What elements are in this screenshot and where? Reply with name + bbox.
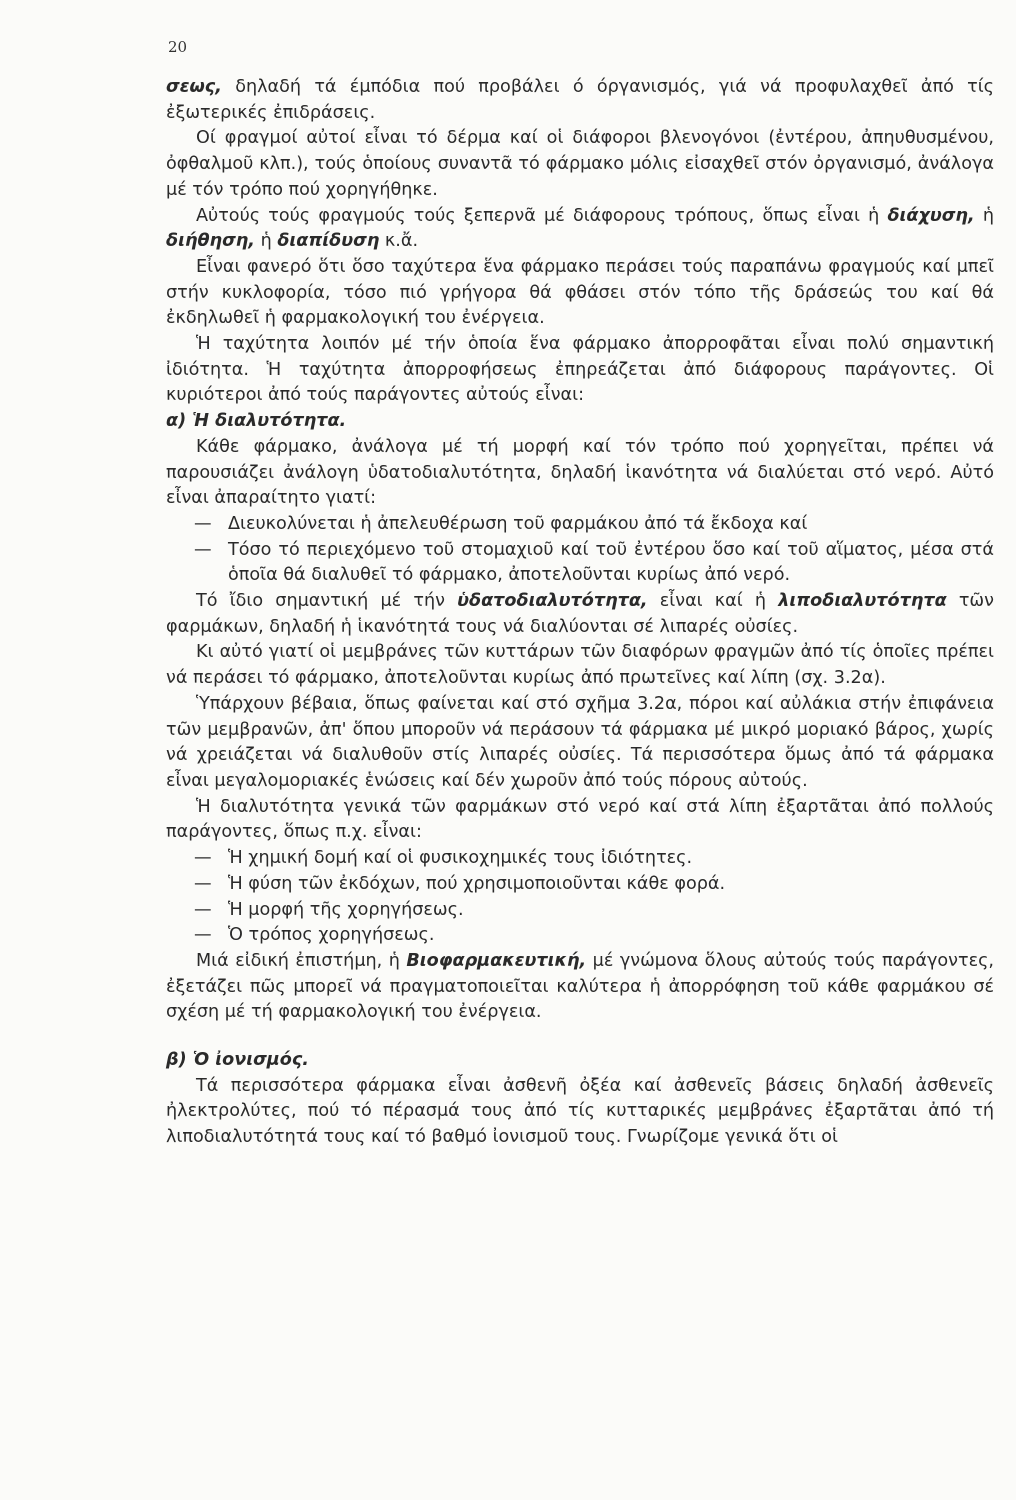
- text: κ.ἄ.: [379, 231, 419, 252]
- paragraph: Ἡ διαλυτότητα γενικά τῶν φαρμάκων στό νερό καί στά λίπη ἐξαρτᾶται ἀπό πολλούς παράγοντες, ὅπως π.χ. εἶναι:: [166, 796, 994, 843]
- dash: —: [194, 513, 212, 534]
- paragraph: Ὑπάρχουν βέβαια, ὅπως φαίνεται καί στό σχῆμα 3.2α, πόροι καί αὐλάκια στήν ἐπιφάνεια τῶν μεμβρανῶν, ἀπ' ὅπου μποροῦν νά περάσουν τά φάρμακα μέ μικρό μοριακό βάρος, χωρίς νά χρειάζεται νά διαλυθοῦν στίς λιπαρές οὐσίες. Τά περισσότερα ὅμως ἀπό τά φάρμακα εἶναι μεγαλομοριακές ἑνώσεις καί δέν χωροῦν ἀπό τούς πόρους αὐτούς.: [166, 693, 994, 791]
- list-item-text: Ἡ μορφή τῆς χορηγήσεως.: [228, 899, 464, 920]
- text: δηλαδή τά έμπόδια πού προβάλει ό όργανισμός, γιά νά προφυλαχθεῖ ἀπό τίς ἐξωτερικές ἐπιδράσεις.: [166, 77, 994, 123]
- list-item-text: Ἡ χημική δομή καί οἱ φυσικοχημικές τους ἰδιότητες.: [228, 848, 693, 869]
- section-heading-solubility: α) Ἡ διαλυτότητα.: [166, 411, 347, 432]
- paragraph: Εἶναι φανερό ὅτι ὅσο ταχύτερα ἕνα φάρμακο περάσει τούς παραπάνω φραγμούς καί μπεῖ στήν κυκλοφορία, τόσο πιό γρήγορα θά φθάσει στόν τόπο τῆς δράσεώς του καί θά ἐκδηλωθεῖ ἡ φαρμακολογική του ἐνέργεια.: [166, 256, 994, 329]
- page-number: 20: [168, 38, 188, 56]
- list-item-text: Τόσο τό περιεχόμενο τοῦ στομαχιοῦ καί τοῦ ἐντέρου ὅσο καί τοῦ αἵματος, μέσα στά ὁποῖα θά διαλυθεῖ τό φάρμακο, ἀποτελοῦνται κυρίως ἀπό νερό.: [228, 539, 994, 586]
- term-filtration: διήθηση,: [166, 231, 255, 252]
- list-item: [194, 846, 994, 872]
- text-body: [166, 75, 994, 1151]
- list-item: [194, 923, 994, 949]
- section-heading-ionization: β) Ὁ ἰονισμός.: [166, 1050, 309, 1071]
- paragraph: [166, 204, 994, 255]
- paragraph: Κάθε φάρμακο, ἀνάλογα μέ τή μορφή καί τόν τρόπο πού χορηγεῖται, πρέπει νά παρουσιάζει ἀνάλογη ὑδατοδιαλυτότητα, δηλαδή ἱκανότητα νά διαλύεται στό νερό. Αὐτό εἶναι ἀπαραίτητο γιατί:: [166, 436, 994, 509]
- text: Τό ἴδιο σημαντική μέ τήν: [196, 591, 458, 612]
- term-osmosis: διαπίδυση: [277, 231, 380, 252]
- term-lipid-solubility: λιποδιαλυτότητα: [778, 591, 947, 612]
- paragraph: [166, 949, 994, 1026]
- text: Μιά εἰδική ἐπιστήμη, ἡ: [196, 950, 407, 971]
- dash: —: [194, 873, 212, 894]
- text: Αὐτούς τούς φραγμούς τούς ξεπερνᾶ μέ διάφορους τρόπους, ὅπως εἶναι ἡ: [196, 205, 888, 226]
- list-item-text: Ὁ τρόπος χορηγήσεως.: [228, 925, 435, 946]
- paragraph: Ἡ ταχύτητα λοιπόν μέ τήν ὁποία ἕνα φάρμακο ἀπορροφᾶται εἶναι πολύ σημαντική ἰδιότητα. Ἡ ταχύτητα ἀπορροφήσεως ἐπηρεάζεται ἀπό διάφορους παράγοντες. Οἱ κυριότεροι ἀπό τούς παράγοντες αὐτούς εἶναι:: [166, 334, 994, 406]
- list-item-text: Ἡ φύση τῶν ἐκδόχων, πού χρησιμοποιοῦνται κάθε φορά.: [228, 873, 726, 894]
- text: εἶναι καί ἡ: [647, 591, 779, 612]
- list-item-text: Διευκολύνεται ἡ ἀπελευθέρωση τοῦ φαρμάκου ἀπό τά ἔκδοχα καί: [228, 513, 808, 534]
- paragraph: Οί φραγμοί αὐτοί εἶναι τό δέρμα καί οἱ διάφοροι βλενογόνοι (ἐντέρου, ἀπηυθυσμένου, ὀφθαλμοῦ κλπ.), τούς ὁποίους συναντᾶ τό φάρμακο μόλις εἰσαχθεῖ στόν ὀργανισμό, ἀνάλογα μέ τόν τρόπο πού χορηγήθηκε.: [166, 128, 994, 200]
- text: ἡ: [974, 205, 994, 226]
- term-diffusion: διάχυση,: [887, 205, 975, 226]
- text: μέ γνώμονα ὅλους αὐτούς τούς παράγοντες, ἐξετάζει πῶς μπορεῖ νά πραγματοποιεῖται καλύτερα ἡ ἀπορρόφηση τοῦ κάθε φαρμάκου σέ σχέση μέ τή φαρμακολογική του ἐνέργεια.: [166, 950, 995, 1023]
- dash: —: [194, 899, 212, 920]
- text: τῶν φαρμάκων, δηλαδή ἡ ἱκανότητά τους νά διαλύονται σέ λιπαρές οὐσίες.: [166, 591, 994, 637]
- text: ἡ: [255, 231, 278, 252]
- list-item: [194, 512, 994, 538]
- paragraph: Τά περισσότερα φάρμακα εἶναι ἀσθενῆ ὀξέα καί ἀσθενεῖς βάσεις δηλαδή ἀσθενεῖς ἠλεκτρολύτες, πού τό πέρασμά τους ἀπό τίς κυτταρικές μεμβράνες ἐξαρτᾶται ἀπό τή λιποδιαλυτότητά τους καί τό βαθμό ἰονισμοῦ τους. Γνωρίζομε γενικά ὅτι οἱ: [166, 1075, 994, 1148]
- term-biopharmaceutics: Βιοφαρμακευτική,: [406, 950, 587, 971]
- paragraph: [166, 75, 994, 126]
- dash: —: [194, 925, 212, 946]
- dash: —: [194, 848, 212, 869]
- term-water-solubility: ὑδατοδιαλυτότητα,: [457, 591, 648, 612]
- list-item: [194, 898, 994, 924]
- paragraph: [166, 589, 994, 640]
- list-item: [194, 872, 994, 898]
- list-item: [194, 538, 994, 589]
- paragraph: Κι αὐτό γιατί οἱ μεμβράνες τῶν κυττάρων τῶν διαφόρων φραγμῶν ἀπό τίς ὁποῖες πρέπει νά περάσει τό φάρμακο, ἀποτελοῦνται κυρίως ἀπό πρωτεῖνες καί λίπη (σχ. 3.2α).: [166, 642, 994, 689]
- emphasis: σεως,: [166, 77, 222, 97]
- dash: —: [194, 539, 212, 560]
